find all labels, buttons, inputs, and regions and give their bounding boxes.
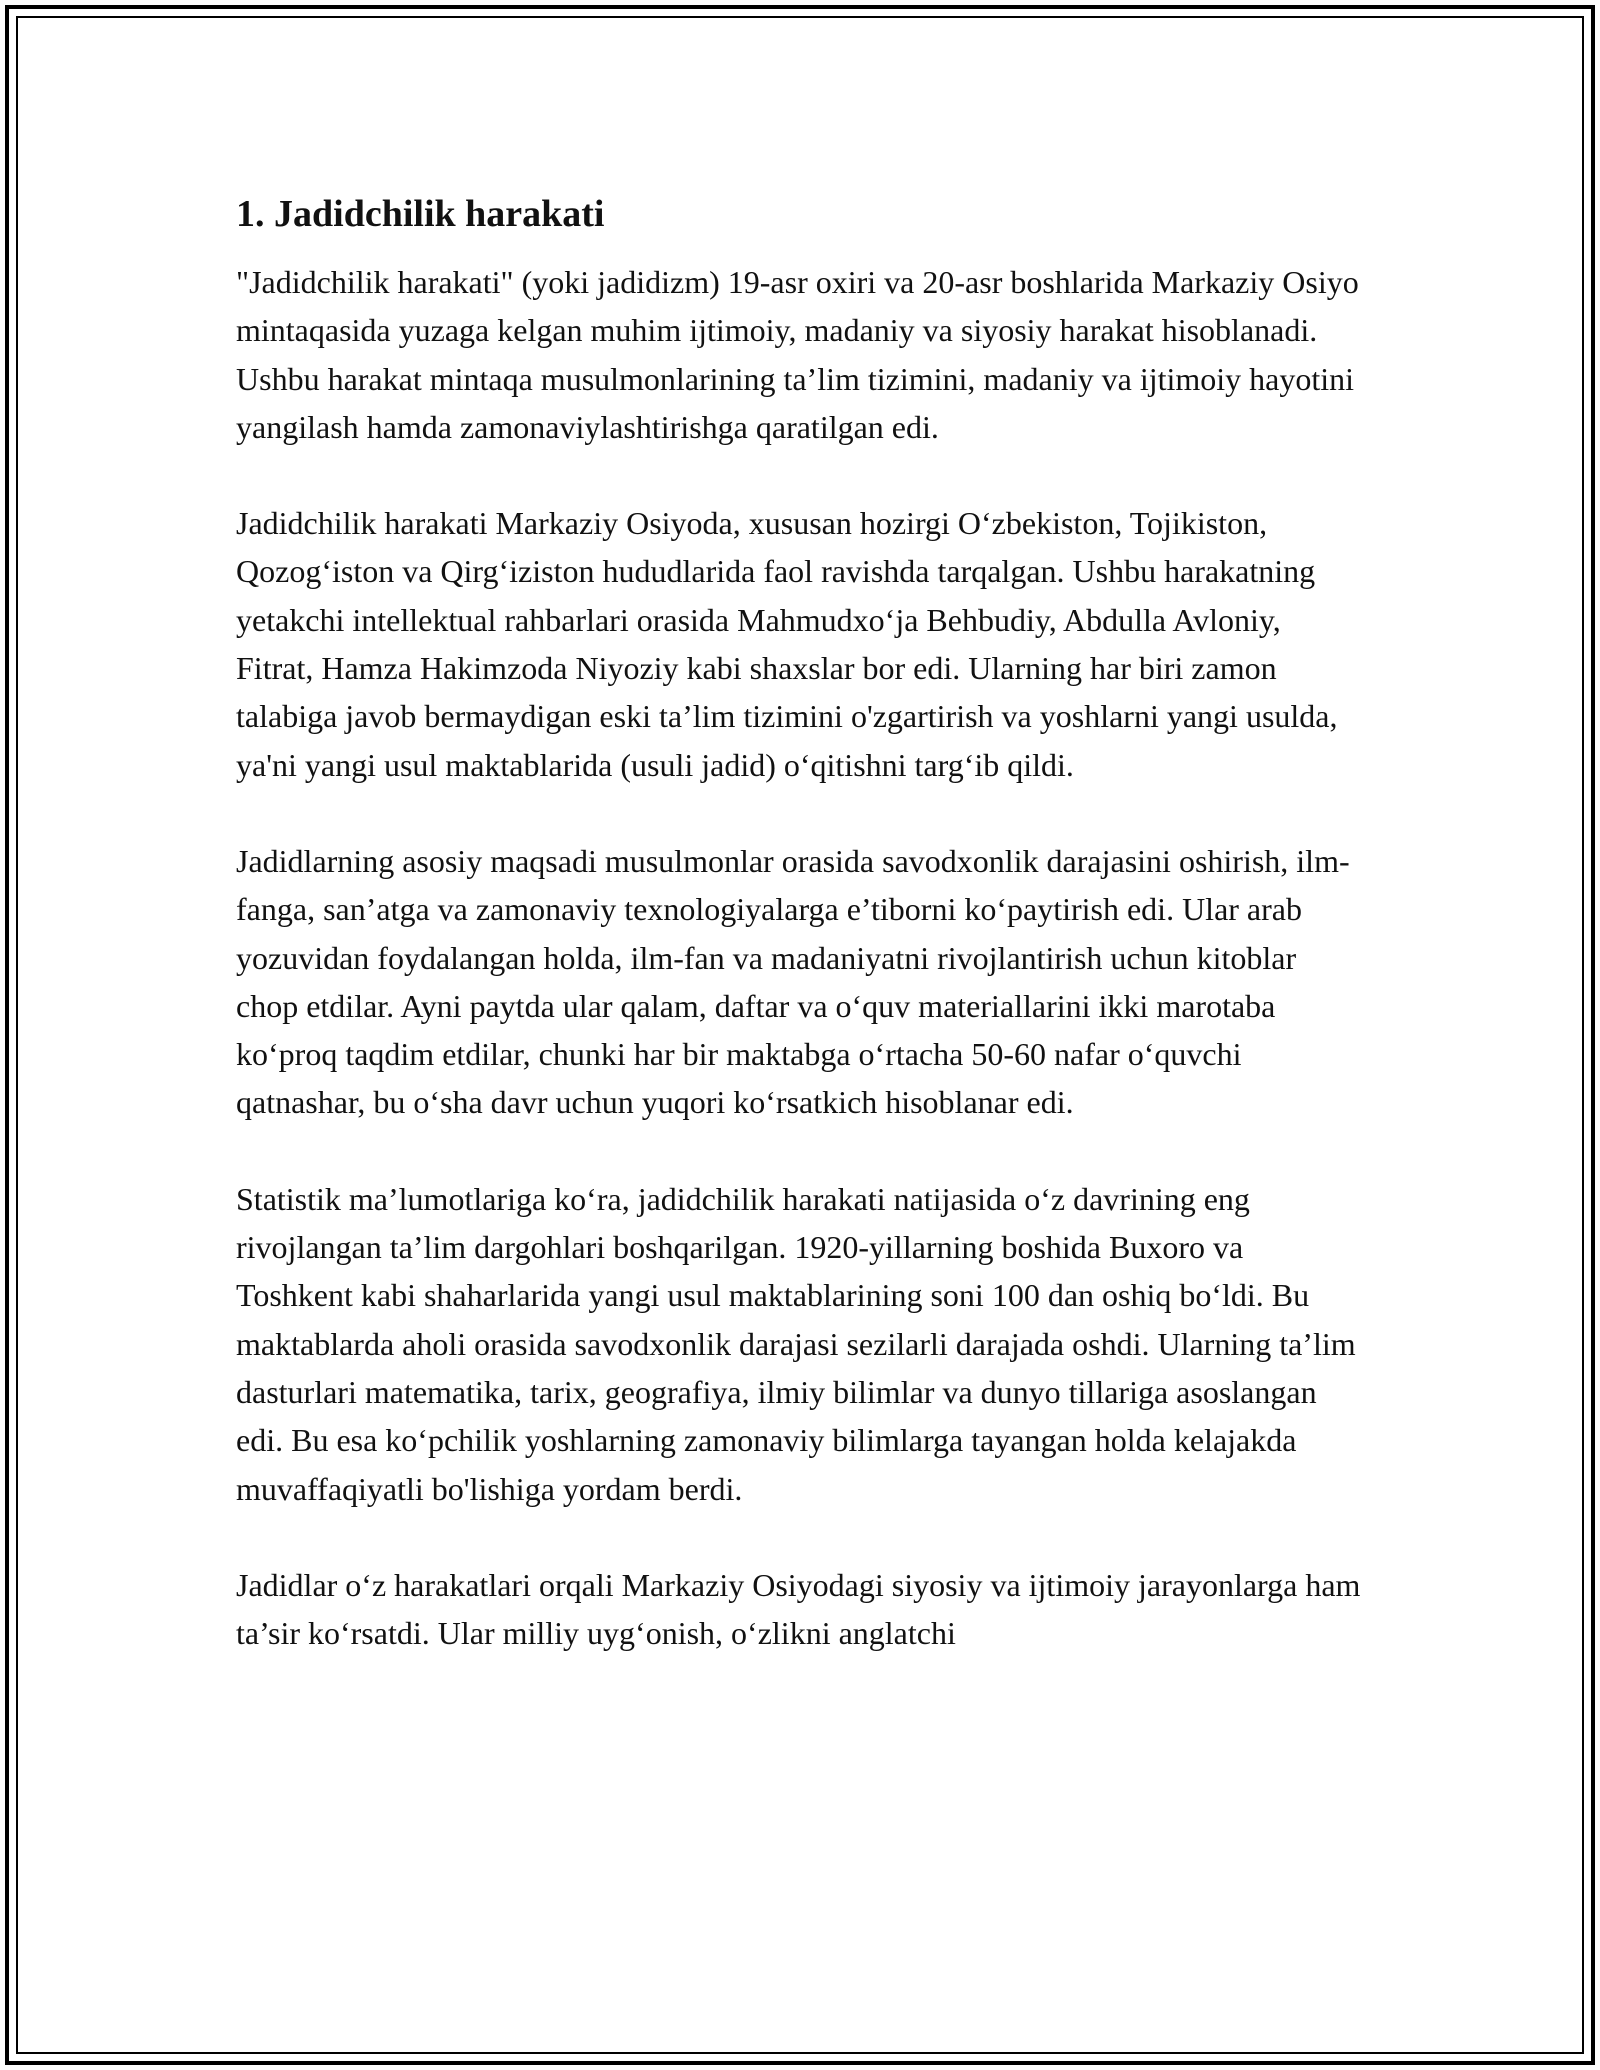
paragraph-2: Jadidchilik harakati Markaziy Osiyoda, xususan hozirgi O‘zbekiston, Tojikiston, Qozog‘iston va Qirg‘iziston hududlarida faol ravishda tarqalgan. Ushbu harakatning yetakchi intellektual rahbarlari orasida Mahmudxo‘ja Behbudiy, Abdulla Avloniy, Fitrat, Hamza Hakimzoda Niyoziy kabi shaxslar bor edi. Ularning har biri zamon talabiga javob bermaydigan eski ta’lim tizimini o'zgartirish va yoshlarni yangi usulda, ya'ni yangi usul maktablarida (usuli jadid) o‘qitishni targ‘ib qildi. (236, 505, 1338, 783)
document-body (236, 190, 1366, 1705)
paragraph-4: Statistik ma’lumotlariga ko‘ra, jadidchilik harakati natijasida o‘z davrining eng rivojlangan ta’lim dargohlari boshqarilgan. 1920-yillarning boshida Buxoro va Toshkent kabi shaharlarida yangi usul maktablarining soni 100 dan oshiq bo‘ldi. Bu maktablarda aholi orasida savodxonlik darajasi sezilarli darajada oshdi. Ularning ta’lim dasturlari matematika, tarix, geografiya, ilmiy bilimlar va dunyo tillariga asoslangan edi. Bu esa ko‘pchilik yoshlarning zamonaviy bilimlarga tayangan holda kelajakda muvaffaqiyatli bo'lishiga yordam berdi. (236, 1180, 1356, 1507)
section-heading: 1. Jadidchilik harakati (236, 193, 605, 235)
paragraph-1: "Jadidchilik harakati" (yoki jadidizm) 19-asr oxiri va 20-asr boshlarida Markaziy Osiyo mintaqasida yuzaga kelgan muhim ijtimoiy, madaniy va siyosiy harakat hisoblanadi. Ushbu harakat mintaqa musulmonlarining ta’lim tizimini, madaniy va ijtimoiy hayotini yangilash hamda zamonaviylashtirishga qaratilgan edi. (236, 264, 1359, 445)
paragraph-5: Jadidlar o‘z harakatlari orqali Markaziy Osiyodagi siyosiy va ijtimoiy jarayonlarga ham ta’sir ko‘rsatdi. Ular milliy uyg‘onish, o‘zlikni anglatchi (236, 1566, 1361, 1652)
paragraph-3: Jadidlarning asosiy maqsadi musulmonlar orasida savodxonlik darajasini oshirish, ilm-fanga, san’atga va zamonaviy texnologiyalarga e’tiborni ko‘paytirish edi. Ular arab yozuvidan foydalangan holda, ilm-fan va madaniyatni rivojlantirish uchun kitoblar chop etdilar. Ayni paytda ular qalam, daftar va o‘quv materiallarini ikki marotaba ko‘proq taqdim etdilar, chunki har bir maktabga o‘rtacha 50-60 nafar o‘quvchi qatnashar, bu o‘sha davr uchun yuqori ko‘rsatkich hisoblanar edi. (236, 842, 1350, 1121)
